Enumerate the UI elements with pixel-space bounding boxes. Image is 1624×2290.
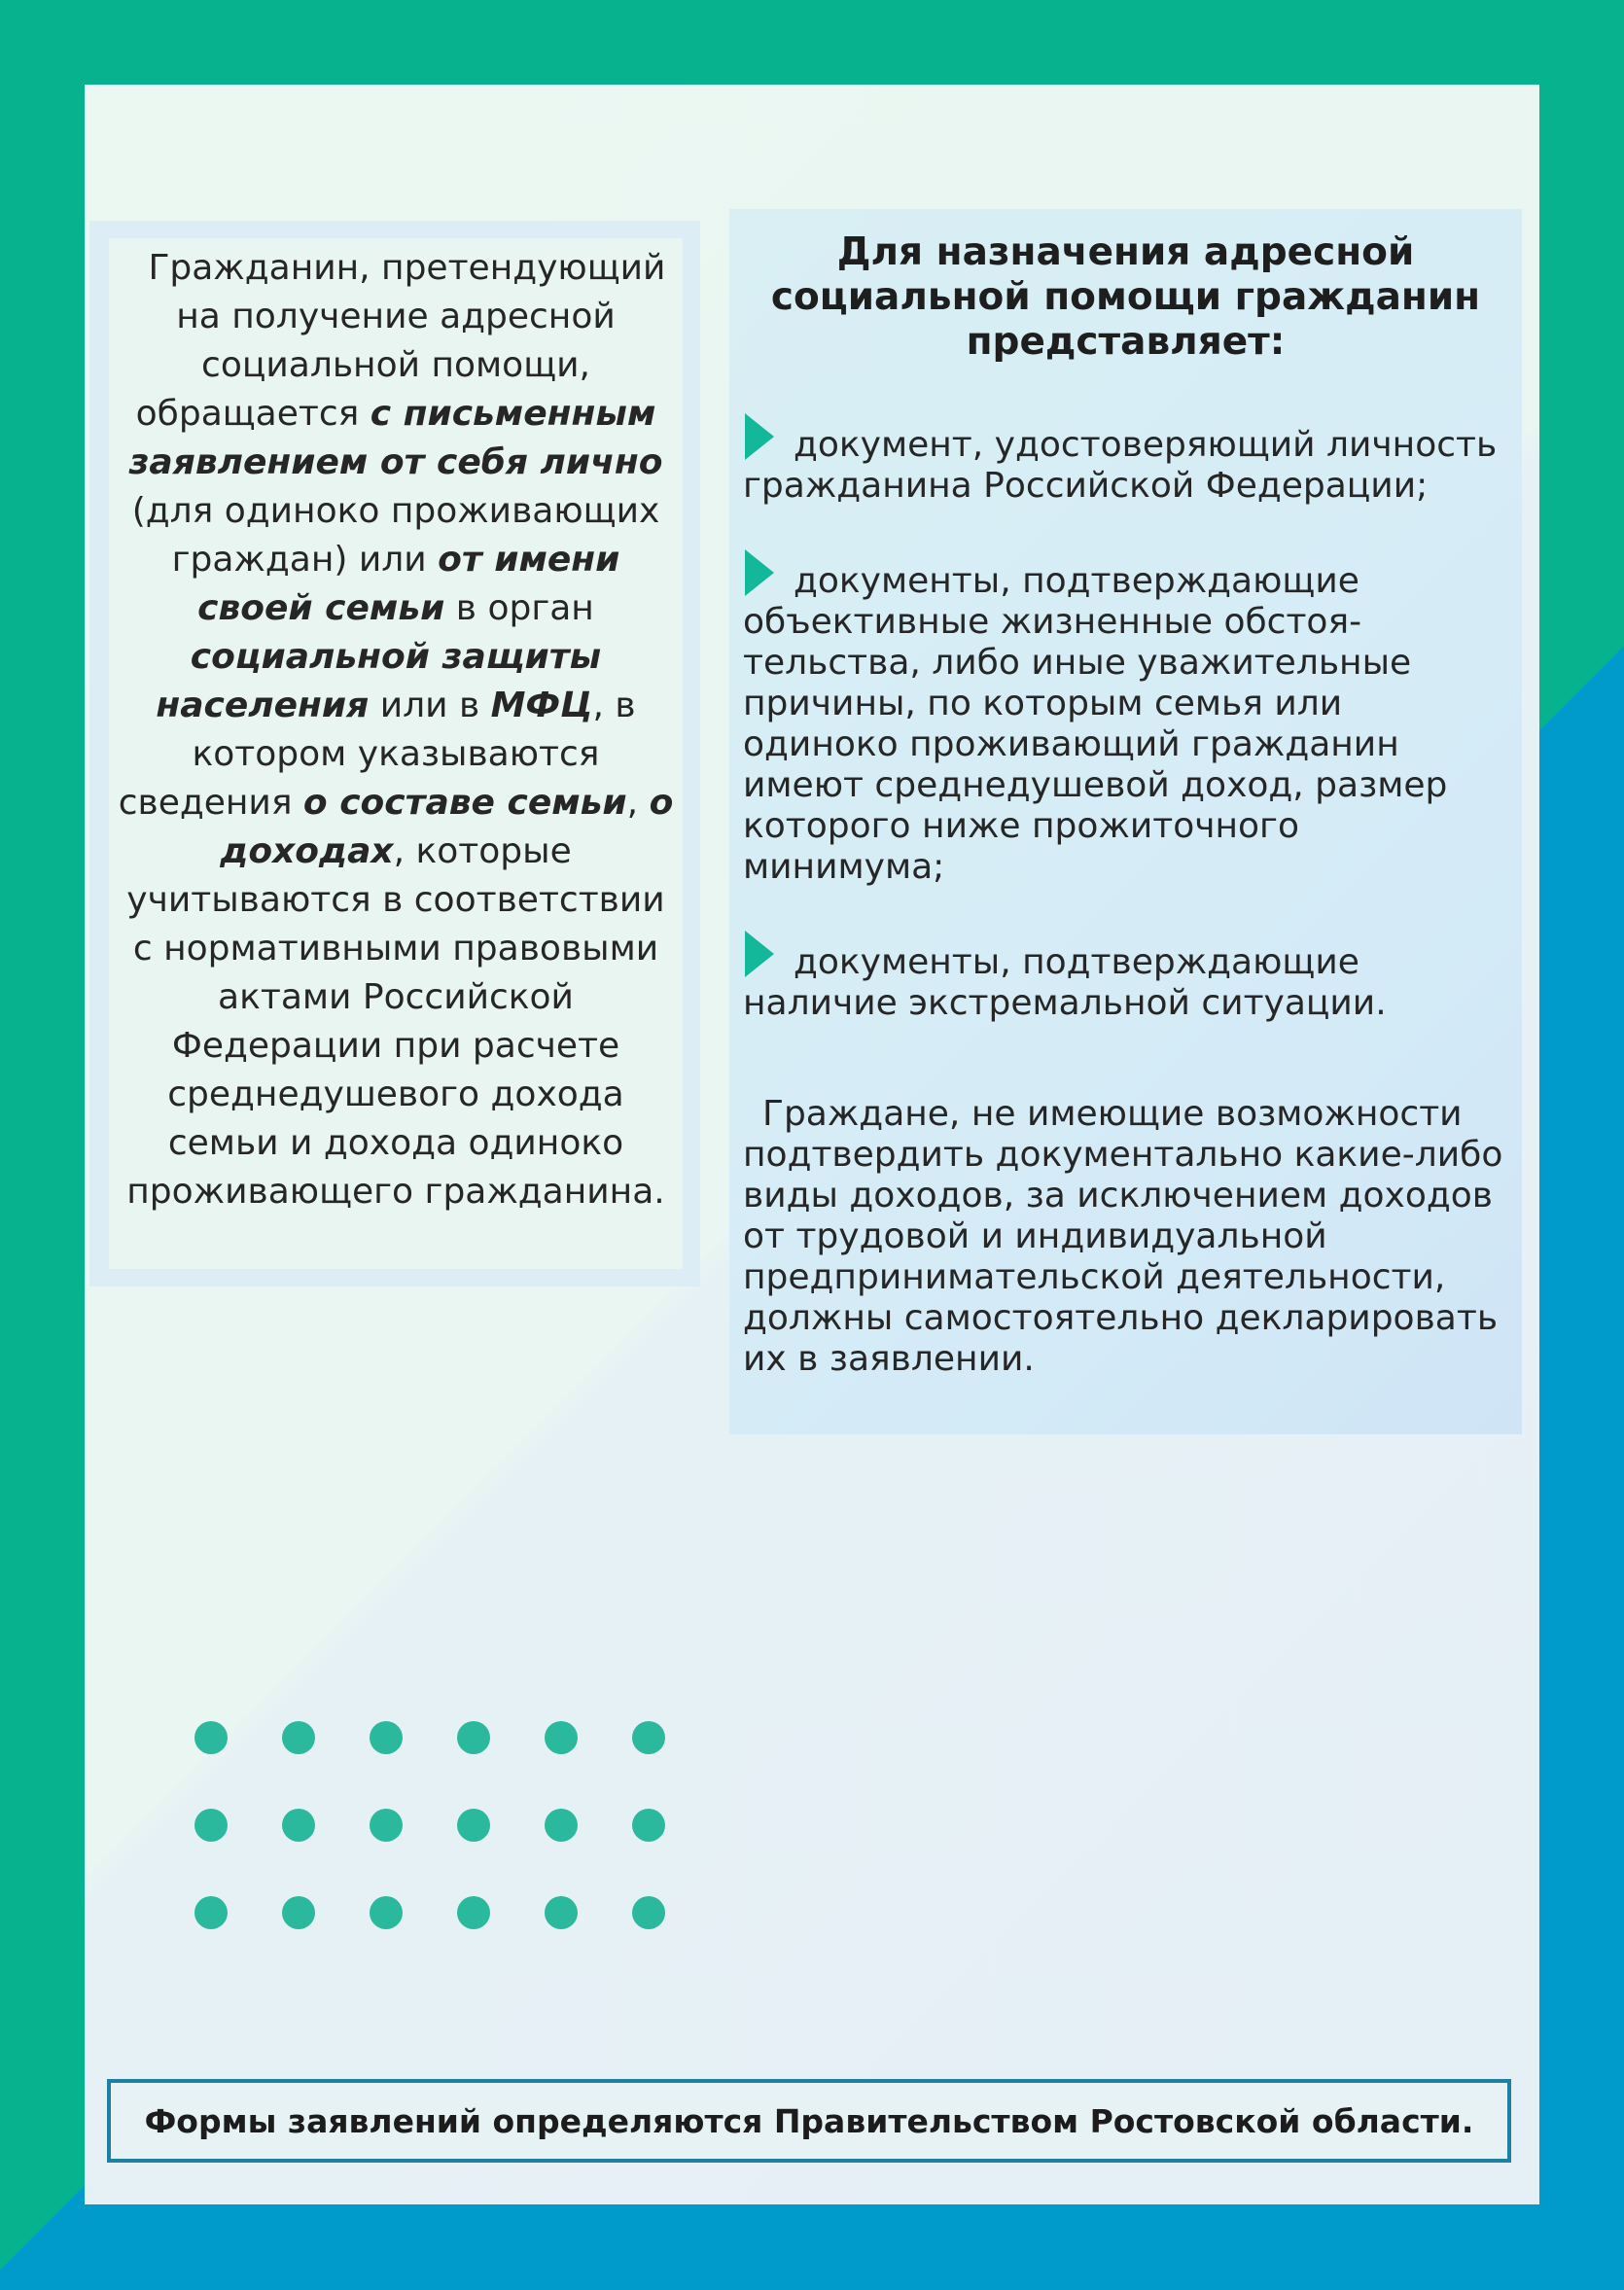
income-note: Граждане, не имеющие возможности подтвердить документально какие-либо виды доходов, за исключением доходов от трудовой и индивидуальной предпринимательской деятельности, должны самостоятельно декларировать их в заявлении. [743, 1094, 1503, 1379]
bullet-arrow-icon [745, 931, 774, 977]
dot-icon [545, 1721, 578, 1754]
left-text-span: в орган [444, 588, 594, 628]
bullet-item [743, 413, 1508, 507]
footer-text: Формы заявлений определяются Правительством Ростовской области. [144, 2101, 1474, 2140]
left-bold-span: социальной защиты населения [156, 637, 602, 725]
left-bold-span: от имени своей семьи [197, 540, 620, 628]
left-text-span: Гражданин, претендующий на получение адресной социальной помощи, обращается [135, 248, 666, 434]
dot-icon [545, 1896, 578, 1929]
dot-icon [194, 1809, 228, 1842]
left-text-span: или в [369, 686, 491, 725]
left-paragraph [109, 244, 683, 1216]
left-bold-span: с письменным заявлением от себя лично [128, 394, 663, 482]
left-bold-span: МФЦ [490, 686, 593, 725]
dot-icon [282, 1721, 315, 1754]
bullet-item [743, 549, 1508, 888]
bullet-arrow-icon [745, 549, 774, 596]
dot-icon [370, 1721, 403, 1754]
dot-icon [545, 1809, 578, 1842]
dot-icon [632, 1721, 665, 1754]
left-bold-span: о доходах [220, 783, 674, 871]
bullet-text: документ, удостоверяющий личность гражданина Российской Федерации; [743, 425, 1498, 506]
dot-icon [370, 1809, 403, 1842]
bullet-arrow-icon [745, 413, 774, 460]
left-text-box [109, 238, 683, 1269]
dot-icon [632, 1896, 665, 1929]
dot-icon [282, 1809, 315, 1842]
dot-icon [457, 1809, 490, 1842]
bullet-text: документы, подтверждающие наличие экстремальной ситуации. [743, 942, 1387, 1023]
dot-icon [457, 1721, 490, 1754]
footer-notice [107, 2079, 1511, 2163]
dot-icon [194, 1721, 228, 1754]
dot-icon [282, 1896, 315, 1929]
right-title: Для назначения адресной социальной помощи гражданин представляет: [770, 230, 1481, 364]
dot-icon [457, 1896, 490, 1929]
left-text-span: , которые учитываются в соответствии с нормативными правовыми актами Российской Федерации при расчете среднедушевого дохода семьи и дохода одиноко проживающего гражданина. [126, 831, 665, 1212]
bullet-text: документы, подтверждающие объективные жизненные обстоятельства, либо иные уважительные причины, по которым семья или одиноко проживающий гражданин имеют среднедушевой доход, размер которого ниже прожиточного минимума; [743, 561, 1448, 887]
right-text-box [729, 209, 1522, 1434]
dot-icon [370, 1896, 403, 1929]
left-text-span: , [626, 783, 650, 823]
left-text-span: (для одиноко проживающих граждан) или [131, 491, 660, 580]
bullet-item [743, 931, 1508, 1024]
left-bold-span: о составе семьи [302, 783, 627, 823]
dot-icon [194, 1896, 228, 1929]
decorative-dots [194, 1721, 671, 1925]
dot-icon [632, 1809, 665, 1842]
left-text-span: , в котором указываются сведения [118, 686, 636, 823]
